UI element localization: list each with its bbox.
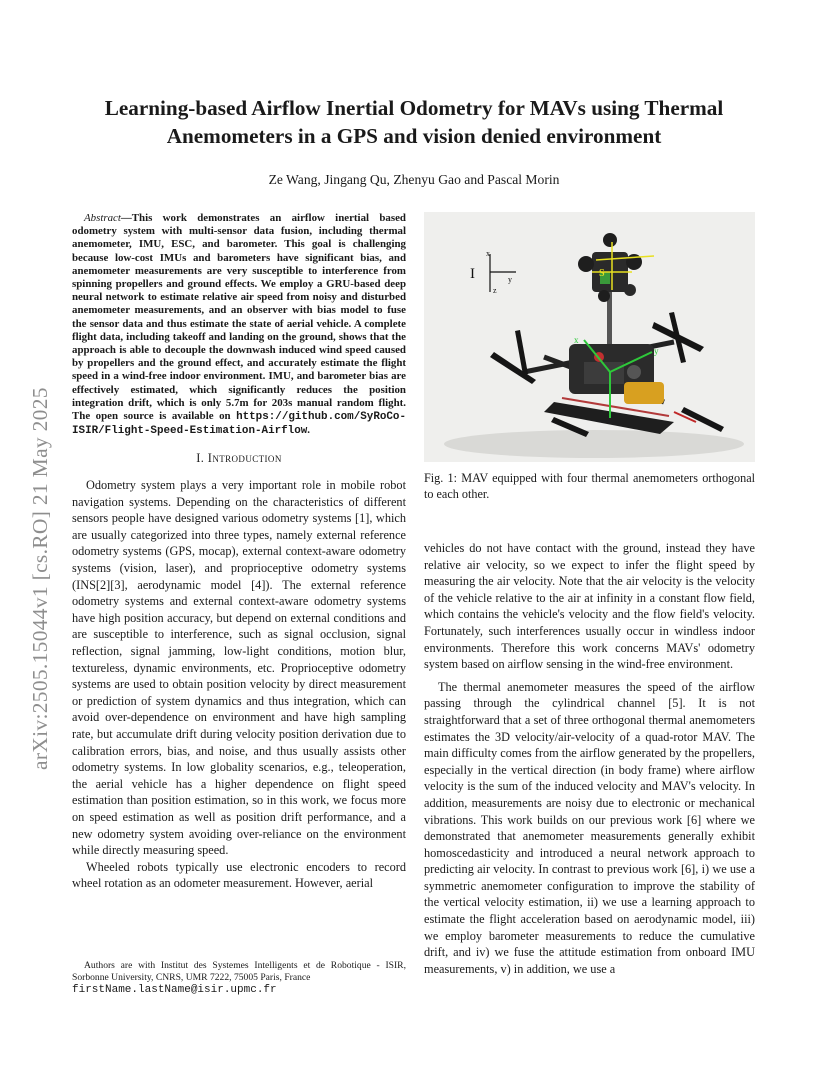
frame-B-y-label: y: [654, 346, 659, 356]
abstract-dash: —: [120, 212, 132, 224]
figure-1: [424, 212, 755, 462]
footnote-affiliation: Authors are with Institut des Systemes Intelligents et de Robotique - ISIR, Sorbonne University, CNRS, UMR 7222, 75005 Paris, France: [72, 960, 406, 983]
frame-B-x-label: x: [574, 335, 579, 345]
section-number: I.: [196, 451, 205, 466]
intro-paragraph-1: Odometry system plays a very important role in mobile robot navigation systems. Depending on the characteristics of different sensors people have designed various odometry systems [1], which are usually categorized into three types, namely external reference odometry systems (GPS, mocap), external context-aware odometry systems (vision, laser), and proprioceptive odometry systems (INS[2][3], aerodynamic model [4]). The external reference odometry systems and external context-aware odometry systems have high position accuracy, but depend on external conditions and are susceptible to interference, such as signal occlusion, signal reflection, signal jamming, low-light conditions, motion blur, textureless, dynamic environments, etc. Proprioceptive odometry systems are used to obtain position velocity by direct measurement or prediction of system dynamics and thus integration, which can avoid over-dependence on environment and have high sampling rate, but accumulate drift during velocity position derivation due to calibration errors, bias, and noise, and thus usually assists other odometry systems. In low globality scenarios, e.g., teleoperation, the aerial vehicle has a higher dependence on flight speed estimation than position estimation, so in this work, we focus more on speed estimation as well as position drift performance, and a new odometry system avoiding over-reliance on the environment while directly measuring speed.: [72, 478, 406, 858]
frame-I-label: I: [470, 266, 475, 282]
section-heading-introduction: [72, 450, 406, 467]
abstract-label: Abstract: [84, 212, 121, 224]
left-column: [72, 212, 406, 892]
footnote-email: firstName.lastName@isir.upmc.fr: [72, 984, 277, 996]
author-list: Ze Wang, Jingang Qu, Zhenyu Gao and Pascal Morin: [268, 172, 560, 187]
paper-title-line-1: Learning-based Airflow Inertial Odometry for MAVs using Thermal: [104, 96, 724, 120]
section-title: Introduction: [207, 451, 282, 466]
frame-I-y-label: y: [508, 275, 512, 284]
abstract: [72, 212, 406, 438]
sensor-frame-label: S: [599, 268, 605, 279]
figure-1-caption: Fig. 1: MAV equipped with four thermal anemometers orthogonal to each other.: [424, 471, 755, 502]
abstract-text: This work demonstrates an airflow inertial based odometry system with multi-sensor data fusion, including thermal anemometer, IMU, ESC, and barometer. This goal is challenging because low-cost IMUs and barometers have significant bias, and anemometer measurements are very susceptible to interference from spinning propellers and ground effects. We employ a GRU-based deep neural network to estimate relative air speed from noisy and disturbed anemometer measurements, and an observer with bias model to fuse the sensor data and thus estimate the state of aerial vehicle. A complete flight data, including takeoff and landing on the ground, shows that the approach is able to decouple the downwash induced wind speed caused by propellers and the ground effect, and accurately estimate the flight speed in a wind-free indoor environment. IMU, and barometer bias are effectively estimated, which significantly reduces the position integration drift, which is only 5.7m for 203s manual random flight. The open source is available on: [72, 212, 406, 423]
paper-title: [72, 94, 756, 150]
intro-paragraph-2: Wheeled robots typically use electronic encoders to record wheel rotation as an odometer measurement. However, aerial: [72, 859, 406, 891]
frame-I-z-label: z: [493, 286, 497, 295]
paper-title-line-2: Anemometers in a GPS and vision denied environment: [166, 124, 662, 148]
author-footnote: [72, 960, 406, 996]
figure-1-image: [424, 212, 755, 462]
arxiv-stamp-text: arXiv:2505.15044v1 [cs.RO] 21 May 2025: [28, 387, 52, 770]
intro-paragraph-4: The thermal anemometer measures the speed of the airflow passing through the cylindrical channel [5]. It is not straightforward that a set of three orthogonal thermal anemometers estimates the 3D velocity/air-velocity of a quad-rotor MAV. The main difficulty comes from the airflow generated by the propellers, especially in the vertical direction (in body frame) where airflow velocity is the sum of the induced velocity and MAV's velocity. In addition, measurements are noisy due to electronic or mechanical vibrations. This work builds on our previous work [6] where we demonstrated that anemometer measurements generally exhibit homoscedasticity and introduced a neural network approach to predicting air velocity. In contrast to previous work [6], i) we use a symmetric anemometer configuration to improve the stability of the vertical velocity estimation, ii) we use a learning approach to estimate the flight acceleration based on aerodynamic model, iii) we employ barometer measurements to reduce the cumulative drift, and iv) we fuse the attitude estimation from onboard IMU measurements, v) in addition, we use a: [424, 679, 755, 976]
right-column: [424, 540, 755, 977]
abstract-link[interactable]: https://github.com/SyRoCo-ISIR/Flight-Speed-Estimation-Airflow: [72, 411, 406, 438]
intro-paragraph-3: vehicles do not have contact with the ground, instead they have relative air velocity, so we expect to infer the flight speed by measuring the air velocity. Note that the air velocity is the velocity of the vehicle relative to the air at infinity in a constant flow field, which contains the vehicle's velocity and the flow field's velocity. Fortunately, such interferences usually occur in windless indoor environments. Therefore this work concerns MAVs' odometry system based on airflow sensing in the wind-free environment.: [424, 541, 755, 672]
abstract-end: .: [307, 424, 311, 437]
arxiv-stamp: [25, 300, 55, 770]
frame-I-x-label: x: [486, 249, 490, 258]
